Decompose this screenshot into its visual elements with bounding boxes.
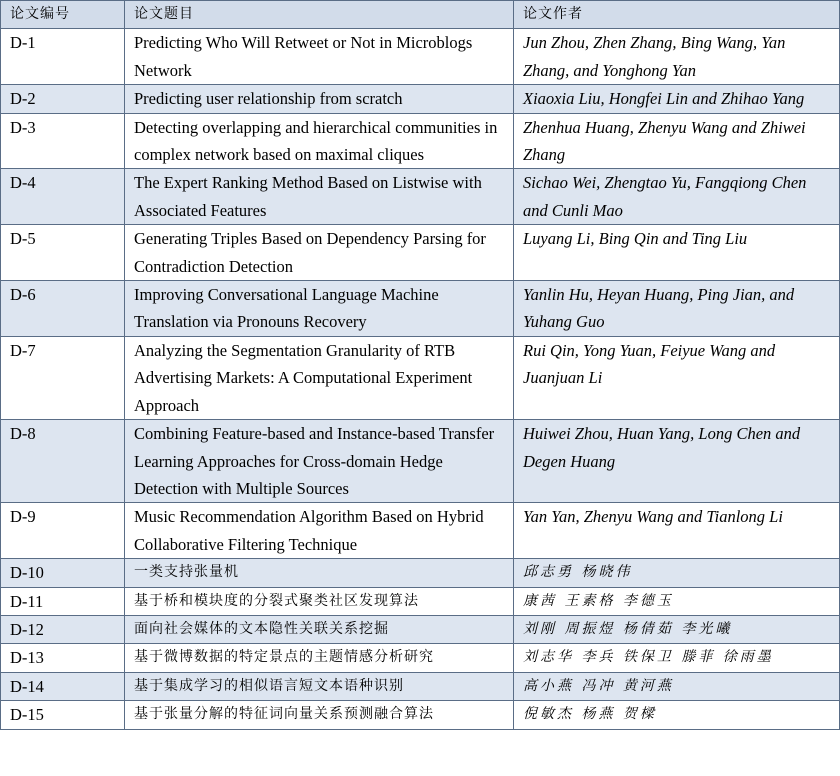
table-row bbox=[1, 420, 840, 503]
paper-authors: 刘刚 周振煜 杨倩茹 李光曦 bbox=[514, 615, 840, 643]
paper-title: 基于桥和模块度的分裂式聚类社区发现算法 bbox=[125, 587, 514, 615]
paper-authors: 倪敏杰 杨燕 贺樑 bbox=[514, 701, 840, 729]
header-authors: 论文作者 bbox=[514, 1, 840, 29]
paper-authors: Xiaoxia Liu, Hongfei Lin and Zhihao Yang bbox=[514, 85, 840, 113]
paper-authors: Zhenhua Huang, Zhenyu Wang and Zhiwei Zhang bbox=[514, 113, 840, 169]
paper-id: D-4 bbox=[1, 169, 125, 225]
paper-title: 一类支持张量机 bbox=[125, 559, 514, 587]
paper-id: D-11 bbox=[1, 587, 125, 615]
paper-title: Detecting overlapping and hierarchical communities in complex network based on maximal cliques bbox=[125, 113, 514, 169]
paper-title: Generating Triples Based on Dependency Parsing for Contradiction Detection bbox=[125, 225, 514, 281]
paper-id: D-2 bbox=[1, 85, 125, 113]
paper-id: D-5 bbox=[1, 225, 125, 281]
paper-id: D-6 bbox=[1, 281, 125, 337]
paper-title: Predicting user relationship from scratch bbox=[125, 85, 514, 113]
table-row bbox=[1, 644, 840, 672]
paper-authors: 邱志勇 杨晓伟 bbox=[514, 559, 840, 587]
table-row bbox=[1, 113, 840, 169]
paper-id: D-13 bbox=[1, 644, 125, 672]
paper-title: Music Recommendation Algorithm Based on Hybrid Collaborative Filtering Technique bbox=[125, 503, 514, 559]
header-id: 论文编号 bbox=[1, 1, 125, 29]
paper-id: D-15 bbox=[1, 701, 125, 729]
table-row bbox=[1, 169, 840, 225]
paper-id: D-1 bbox=[1, 29, 125, 85]
paper-authors: Yan Yan, Zhenyu Wang and Tianlong Li bbox=[514, 503, 840, 559]
paper-title: Predicting Who Will Retweet or Not in Microblogs Network bbox=[125, 29, 514, 85]
table-row bbox=[1, 672, 840, 700]
table-row bbox=[1, 85, 840, 113]
paper-id: D-9 bbox=[1, 503, 125, 559]
table-row bbox=[1, 281, 840, 337]
paper-authors: Huiwei Zhou, Huan Yang, Long Chen and Degen Huang bbox=[514, 420, 840, 503]
paper-title: The Expert Ranking Method Based on Listwise with Associated Features bbox=[125, 169, 514, 225]
paper-title: 基于微博数据的特定景点的主题情感分析研究 bbox=[125, 644, 514, 672]
table-row bbox=[1, 615, 840, 643]
table-row bbox=[1, 503, 840, 559]
table-row bbox=[1, 701, 840, 729]
paper-id: D-12 bbox=[1, 615, 125, 643]
paper-authors: Sichao Wei, Zhengtao Yu, Fangqiong Chen and Cunli Mao bbox=[514, 169, 840, 225]
paper-title: Analyzing the Segmentation Granularity of RTB Advertising Markets: A Computational Experiment Approach bbox=[125, 336, 514, 419]
paper-title: Improving Conversational Language Machine Translation via Pronouns Recovery bbox=[125, 281, 514, 337]
paper-authors: 高小燕 冯冲 黄河燕 bbox=[514, 672, 840, 700]
table-row bbox=[1, 336, 840, 419]
paper-id: D-7 bbox=[1, 336, 125, 419]
table-row bbox=[1, 29, 840, 85]
paper-id: D-10 bbox=[1, 559, 125, 587]
header-title: 论文题目 bbox=[125, 1, 514, 29]
paper-authors: 康茜 王素格 李德玉 bbox=[514, 587, 840, 615]
paper-authors: Rui Qin, Yong Yuan, Feiyue Wang and Juanjuan Li bbox=[514, 336, 840, 419]
paper-authors: Luyang Li, Bing Qin and Ting Liu bbox=[514, 225, 840, 281]
paper-authors: 刘志华 李兵 铁保卫 滕菲 徐雨墨 bbox=[514, 644, 840, 672]
table-row bbox=[1, 225, 840, 281]
paper-id: D-14 bbox=[1, 672, 125, 700]
paper-title: 面向社会媒体的文本隐性关联关系挖掘 bbox=[125, 615, 514, 643]
paper-id: D-3 bbox=[1, 113, 125, 169]
paper-id: D-8 bbox=[1, 420, 125, 503]
paper-authors: Yanlin Hu, Heyan Huang, Ping Jian, and Yuhang Guo bbox=[514, 281, 840, 337]
paper-title: 基于集成学习的相似语言短文本语种识别 bbox=[125, 672, 514, 700]
table-row bbox=[1, 587, 840, 615]
paper-title: 基于张量分解的特征词向量关系预测融合算法 bbox=[125, 701, 514, 729]
paper-title: Combining Feature-based and Instance-based Transfer Learning Approaches for Cross-domain Hedge Detection with Multiple Sources bbox=[125, 420, 514, 503]
paper-authors: Jun Zhou, Zhen Zhang, Bing Wang, Yan Zhang, and Yonghong Yan bbox=[514, 29, 840, 85]
table-header-row bbox=[1, 1, 840, 29]
table-row bbox=[1, 559, 840, 587]
